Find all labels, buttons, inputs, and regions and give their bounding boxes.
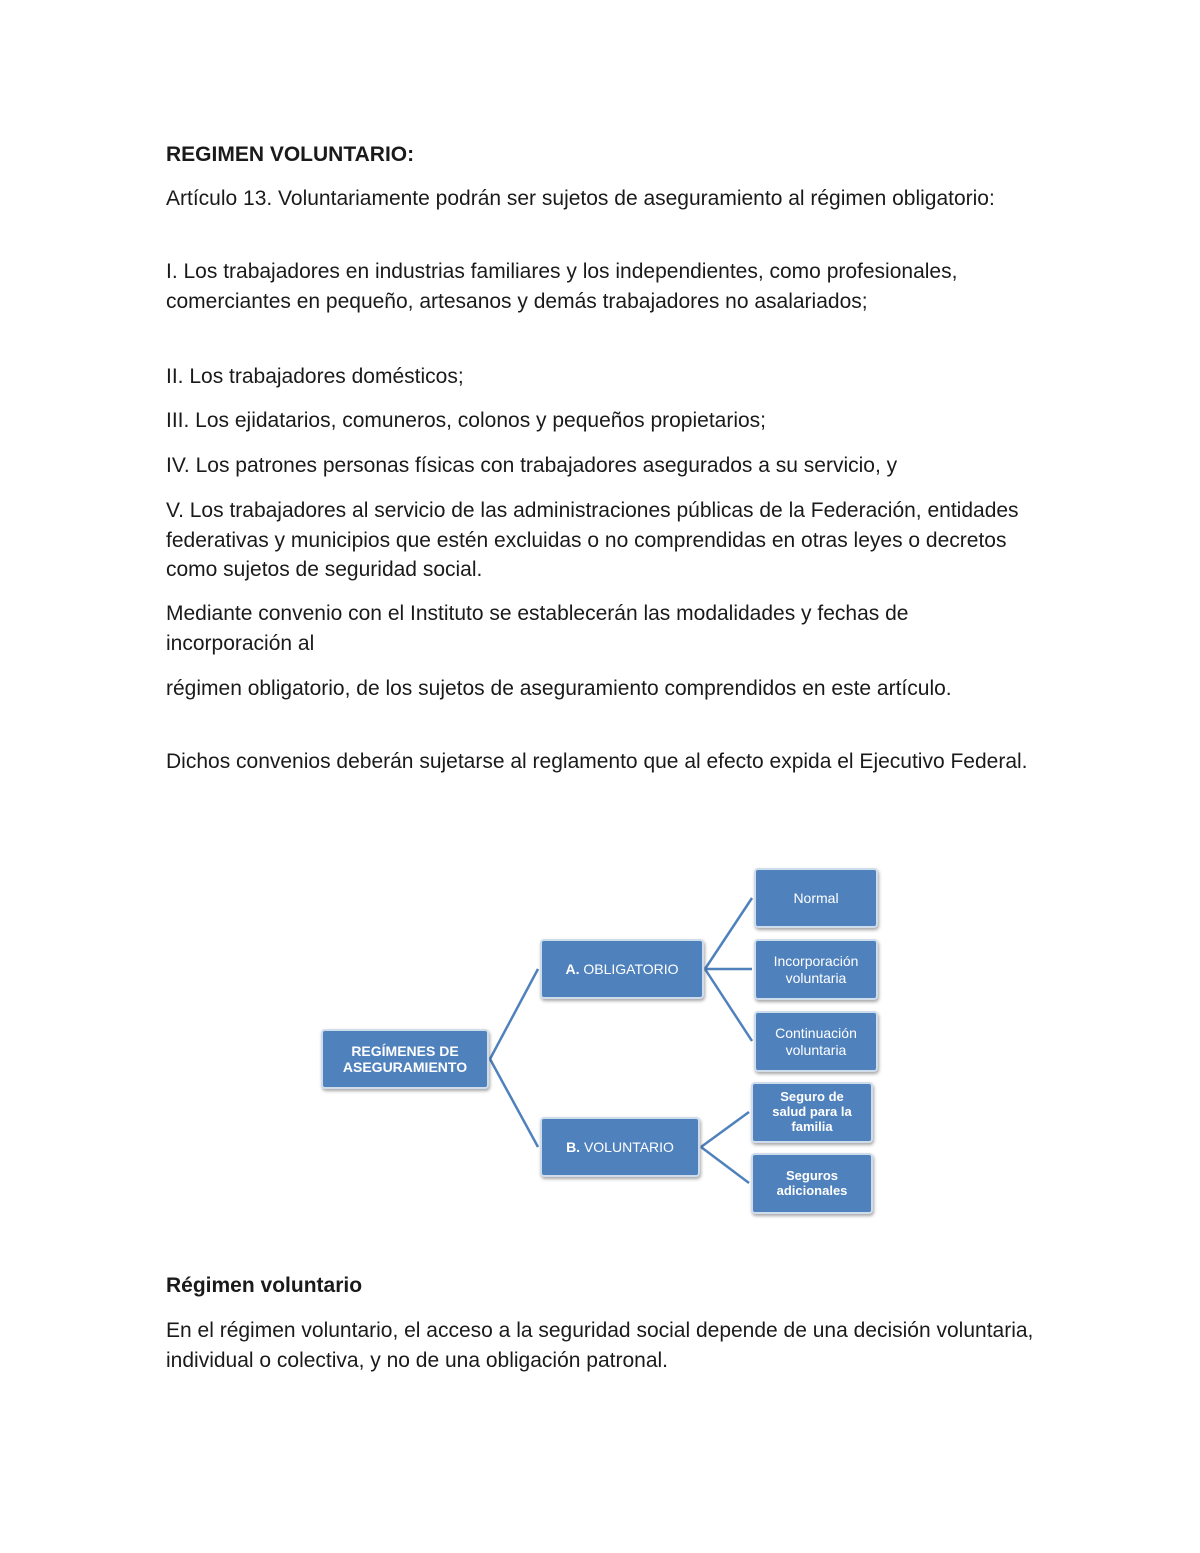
section-heading: REGIMEN VOLUNTARIO: — [166, 143, 415, 166]
node-incorp-line-1: Incorporación — [773, 953, 859, 970]
node-adic-line-2: adicionales — [776, 1182, 848, 1198]
node-seguro-line-1: Seguro de — [780, 1089, 844, 1105]
diagram-node-voluntario — [540, 1117, 700, 1177]
item-v: V. Los trabajadores al servicio de las administraciones públicas de la Federación, entidades federativas y municipios que estén excluidas o no comprendidas en otras leyes o decretos como sujetos de seguridad social. — [166, 499, 1019, 581]
convenio-paragraph: Mediante convenio con el Instituto se establecerán las modalidades y fechas de incorporación al — [166, 602, 909, 655]
node-seguro-line-3: familia — [791, 1118, 833, 1134]
node-contin-line-2: voluntaria — [785, 1041, 847, 1058]
node-adic-line-1: Seguros — [785, 1167, 838, 1183]
item-ii: II. Los trabajadores domésticos; — [166, 365, 464, 388]
article-intro: Artículo 13. Voluntariamente podrán ser sujetos de aseguramiento al régimen obligatorio: — [166, 187, 995, 210]
node-incorp-line-2: voluntaria — [785, 969, 847, 986]
connector-a-normal — [705, 898, 752, 969]
diagram-node-seguros-adicionales — [751, 1153, 873, 1214]
subsection-heading: Régimen voluntario — [166, 1274, 363, 1297]
closing-paragraph: En el régimen voluntario, el acceso a la seguridad social depende de una decisión voluntaria, individual o colectiva, y no de una obligación patronal. — [166, 1319, 1034, 1372]
connector-root-a — [490, 969, 538, 1059]
diagram-node-obligatorio — [540, 939, 704, 999]
connector-root-b — [490, 1059, 538, 1147]
item-i: I. Los trabajadores en industrias familiares y los independientes, como profesionales, comerciantes en pequeño, artesanos y demás trabajadores no asalariados; — [166, 260, 958, 313]
root-line-1: REGÍMENES DE — [351, 1042, 459, 1059]
diagram-node-normal — [754, 868, 878, 928]
node-normal-label: Normal — [793, 889, 839, 906]
branch-a-label: OBLIGATORIO — [583, 960, 679, 977]
branch-a-prefix: A. — [565, 960, 580, 977]
diagram-node-continuacion — [754, 1011, 878, 1072]
convenio-continuation: régimen obligatorio, de los sujetos de aseguramiento comprendidos en este artículo. — [166, 677, 952, 700]
connector-b-adic — [701, 1147, 749, 1183]
diagram-root-node — [321, 1029, 489, 1089]
item-iii: III. Los ejidatarios, comuneros, colonos y pequeños propietarios; — [166, 409, 767, 432]
root-line-2: ASEGURAMIENTO — [342, 1059, 468, 1075]
branch-b-prefix: B. — [566, 1138, 581, 1155]
reglamento-paragraph: Dichos convenios deberán sujetarse al reglamento que al efecto expida el Ejecutivo Federal. — [166, 750, 1028, 773]
branch-b-label: VOLUNTARIO — [583, 1138, 674, 1155]
node-contin-line-1: Continuación — [775, 1025, 857, 1042]
diagram-node-incorporacion — [754, 939, 878, 1000]
node-seguro-line-2: salud para la — [772, 1104, 852, 1120]
connector-a-contin — [705, 969, 752, 1041]
diagram-node-seguro-salud — [751, 1082, 873, 1143]
connector-b-seguro — [701, 1112, 749, 1147]
item-iv: IV. Los patrones personas físicas con trabajadores asegurados a su servicio, y — [166, 454, 898, 477]
